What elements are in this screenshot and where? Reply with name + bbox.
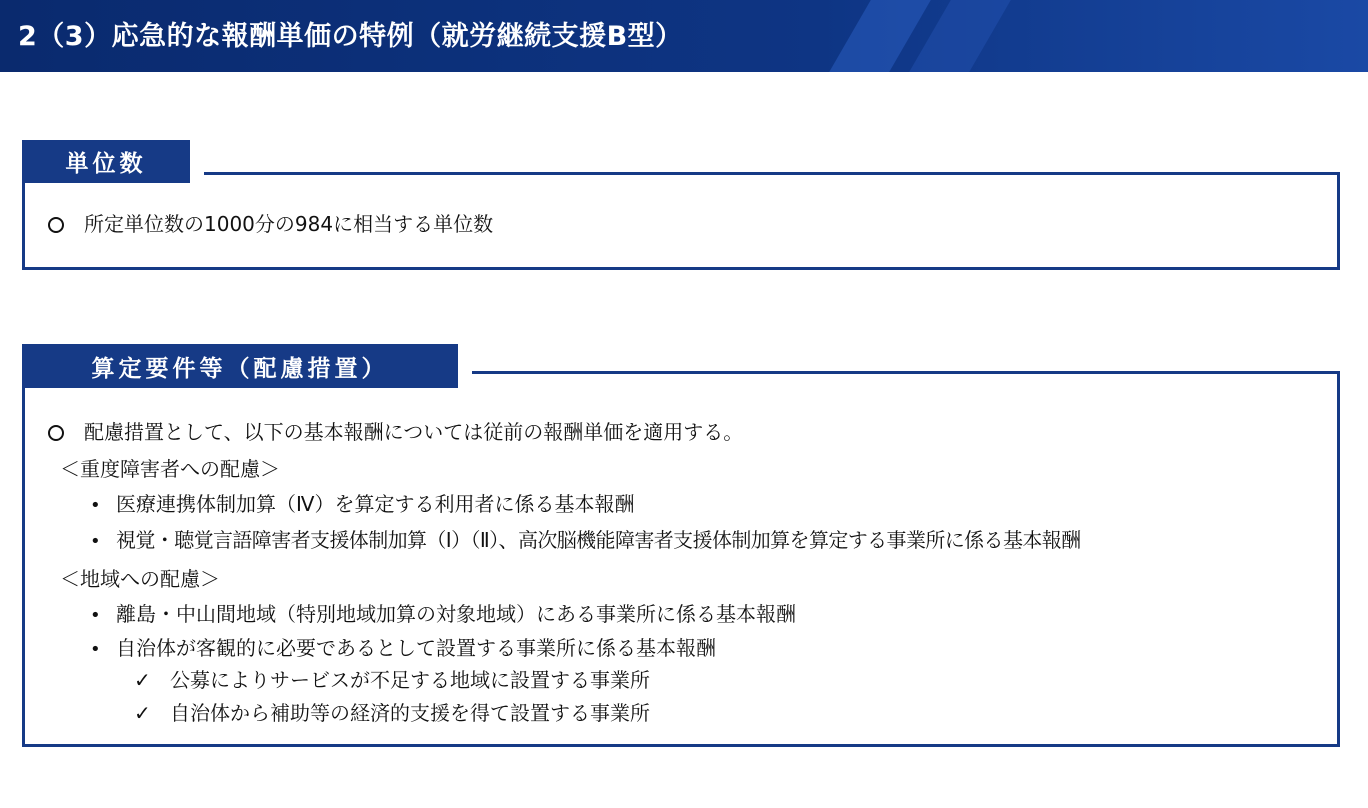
- bullet-icon: •: [90, 639, 101, 660]
- list-item: • 医療連携体制加算（Ⅳ）を算定する利用者に係る基本報酬: [90, 490, 634, 520]
- bullet-icon: •: [90, 531, 101, 552]
- units-section-title: 単位数: [65, 151, 147, 177]
- list-item: • 離島・中山間地域（特別地域加算の対象地域）にある事業所に係る基本報酬: [90, 600, 796, 630]
- list-item: • 視覚・聴覚言語障害者支援体制加算（Ⅰ）（Ⅱ）、高次脳機能障害者支援体制加算を算定する事業所に係る基本報酬: [90, 526, 1081, 556]
- circle-bullet-icon: [48, 217, 64, 233]
- units-section-tab: [22, 140, 190, 183]
- list-item: • 自治体が客観的に必要であるとして設置する事業所に係る基本報酬: [90, 634, 716, 664]
- group-heading-region: ＜地域への配慮＞: [60, 567, 220, 591]
- page-header: [0, 0, 1368, 72]
- bullet-icon: •: [90, 495, 101, 516]
- page-title: 2（3）応急的な報酬単価の特例（就労継続支援B型）: [18, 21, 683, 52]
- requirements-intro: 配慮措置として、以下の基本報酬については従前の報酬単価を適用する。: [48, 418, 743, 446]
- check-item: ✓ 公募によりサービスが不足する地域に設置する事業所: [134, 668, 650, 692]
- requirements-section-title: 算定要件等（配慮措置）: [91, 355, 389, 382]
- checkmark-icon: ✓: [134, 701, 151, 725]
- requirements-section-tab: [22, 344, 458, 388]
- group-heading-severe: ＜重度障害者への配慮＞: [60, 457, 280, 481]
- circle-bullet-icon: [48, 425, 64, 441]
- check-item: ✓ 自治体から補助等の経済的支援を得て設置する事業所: [134, 701, 650, 725]
- bullet-icon: •: [90, 605, 101, 626]
- units-item: 所定単位数の1000分の984に相当する単位数: [48, 210, 493, 238]
- checkmark-icon: ✓: [134, 668, 151, 692]
